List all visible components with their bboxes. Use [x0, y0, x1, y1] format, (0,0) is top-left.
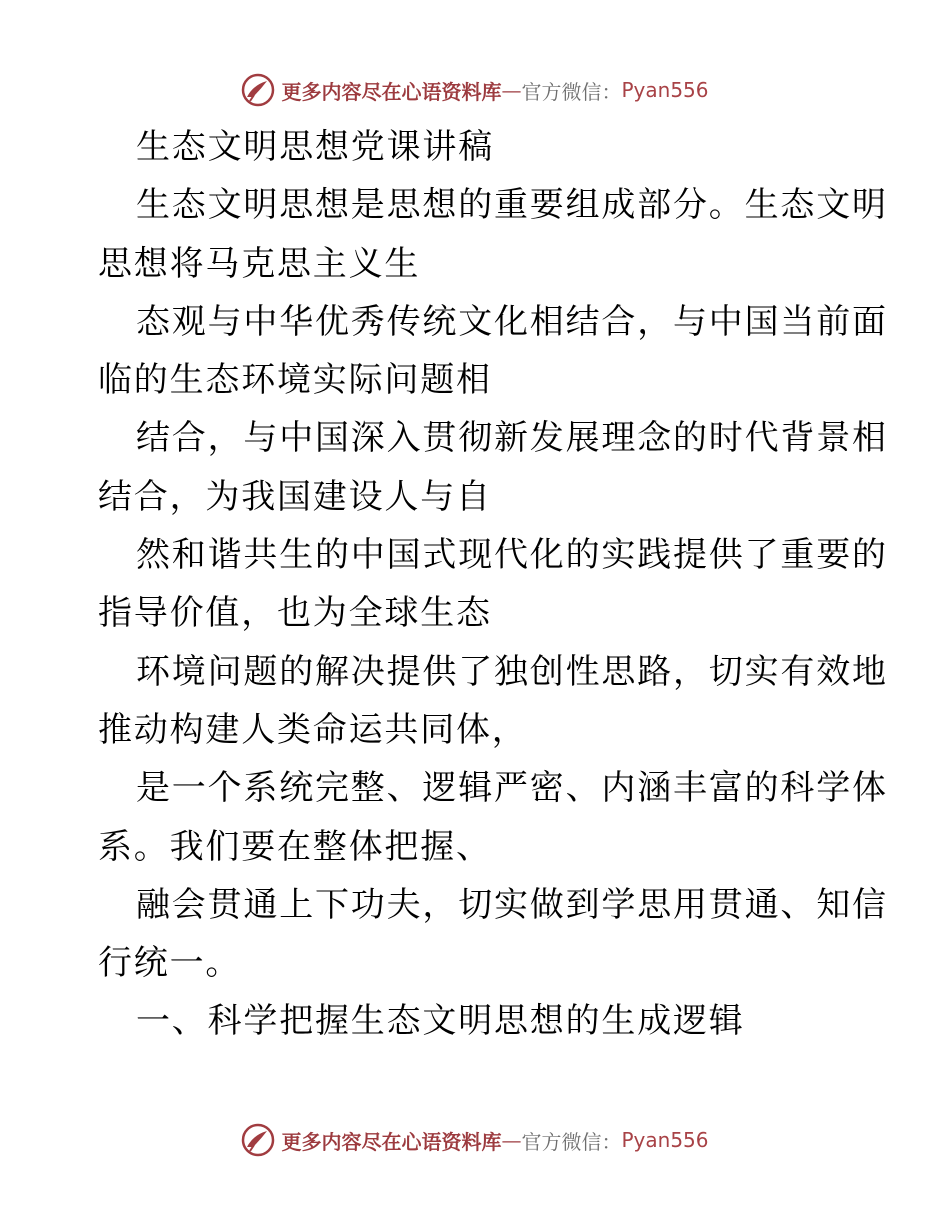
text-line: 结合，为我国建设人与自: [98, 476, 492, 517]
text-line: 生态文明思想是思想的重要组成部分。生态文明: [136, 185, 888, 226]
text-line: 行统一。: [98, 943, 242, 984]
text-line: 融会贯通上下功夫，切实做到学思用贯通、知信: [136, 884, 888, 925]
watermark-separator: —: [501, 78, 522, 102]
text-line: 推动构建人类命运共同体，: [98, 709, 528, 750]
text-line: 临的生态环境实际问题相: [98, 360, 492, 401]
watermark-wechat-id: Pyan556: [621, 1128, 709, 1152]
pen-logo-icon: [241, 1123, 275, 1157]
document-body: [98, 118, 888, 1051]
text-line: 指导价值，也为全球生态: [98, 593, 492, 634]
footer-watermark: [0, 1120, 950, 1160]
watermark-main-text: 更多内容尽在心语资料库: [281, 1129, 502, 1154]
watermark-label: 官方微信：: [521, 1129, 622, 1154]
watermark-label: 官方微信：: [521, 79, 622, 104]
text-line: 然和谐共生的中国式现代化的实践提供了重要的: [136, 535, 888, 576]
watermark-separator: —: [501, 1128, 522, 1152]
pen-logo-icon: [241, 73, 275, 107]
text-line: 态观与中华优秀传统文化相结合，与中国当前面: [136, 301, 888, 342]
header-watermark: [0, 70, 950, 110]
watermark-wechat-id: Pyan556: [621, 78, 709, 102]
section-heading: 一、科学把握生态文明思想的生成逻辑: [136, 1001, 745, 1042]
document-title: 生态文明思想党课讲稿: [136, 127, 494, 167]
text-line: 系。我们要在整体把握、: [98, 826, 492, 867]
watermark-main-text: 更多内容尽在心语资料库: [281, 79, 502, 104]
text-line: 是一个系统完整、逻辑严密、内涵丰富的科学体: [136, 768, 888, 809]
text-line: 结合，与中国深入贯彻新发展理念的时代背景相: [136, 418, 888, 459]
text-line: 环境问题的解决提供了独创性思路，切实有效地: [136, 651, 888, 692]
text-line: 思想将马克思主义生: [98, 243, 421, 284]
